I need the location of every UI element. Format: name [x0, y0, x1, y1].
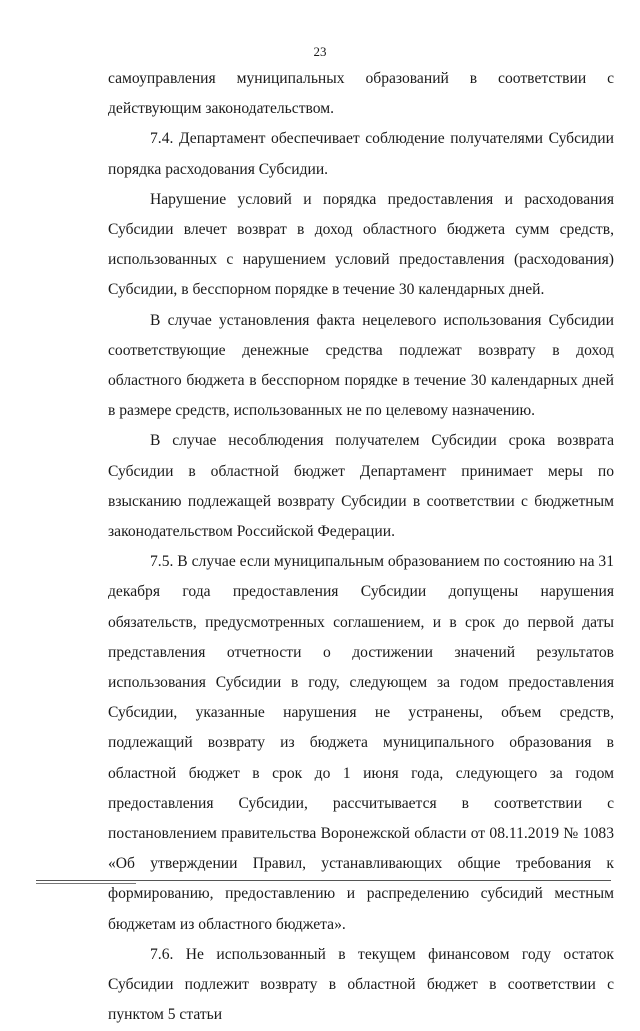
paragraph-violation: Нарушение условий и порядка предоставления и расходования Субсидии влечет возврат в доход областного бюджета сумм средств, использованных с нарушением условий предоставления (расходования) Субсидии, в бесспорном порядке в течение 30 календарных дней.: [108, 190, 614, 299]
footer-divider-short: [36, 883, 136, 884]
page-number: 23: [313, 44, 327, 59]
document-body: [108, 64, 614, 1031]
footer-divider: [36, 880, 611, 881]
paragraph-nonreturn: В случае несоблюдения получателем Субсидии срока возврата Субсидии в областной бюджет Департамент принимает меры по взысканию подлежащей возврату Субсидии в соответствии с бюджетным законодательством Российской Федерации.: [108, 432, 614, 541]
paragraph-7-4: 7.4. Департамент обеспечивает соблюдение получателями Субсидии порядка расходования Субсидии.: [108, 130, 614, 178]
paragraph-continuation: самоуправления муниципальных образований в соответствии с действующим законодательством.: [108, 70, 614, 118]
paragraph-7-6: 7.6. Не использованный в текущем финансовом году остаток Субсидии подлежит возврату в областной бюджет в соответствии с пунктом 5 статьи: [108, 945, 614, 1024]
paragraph-7-5: 7.5. В случае если муниципальным образованием по состоянию на 31 декабря года предоставления Субсидии допущены нарушения обязательств, предусмотренных соглашением, и в срок до первой даты представления отчетности о достижении значений результатов использования Субсидии в году, следующем за годом предоставления Субсидии, указанные нарушения не устранены, объем средств, подлежащий возврату из бюджета муниципального образования в областной бюджет в срок до 1 июня года, следующего за годом предоставления Субсидии, рассчитывается в соответствии с постановлением правительства Воронежской области от 08.11.2019 № 1083 «Об утверждении Правил, устанавливающих общие требования к формированию, предоставлению и распределению субсидий местным бюджетам из областного бюджета».: [108, 553, 614, 933]
paragraph-misuse: В случае установления факта нецелевого использования Субсидии соответствующие денежные средства подлежат возврату в доход областного бюджета в бесспорном порядке в течение 30 календарных дней в размере средств, использованных не по целевому назначению.: [108, 311, 614, 420]
